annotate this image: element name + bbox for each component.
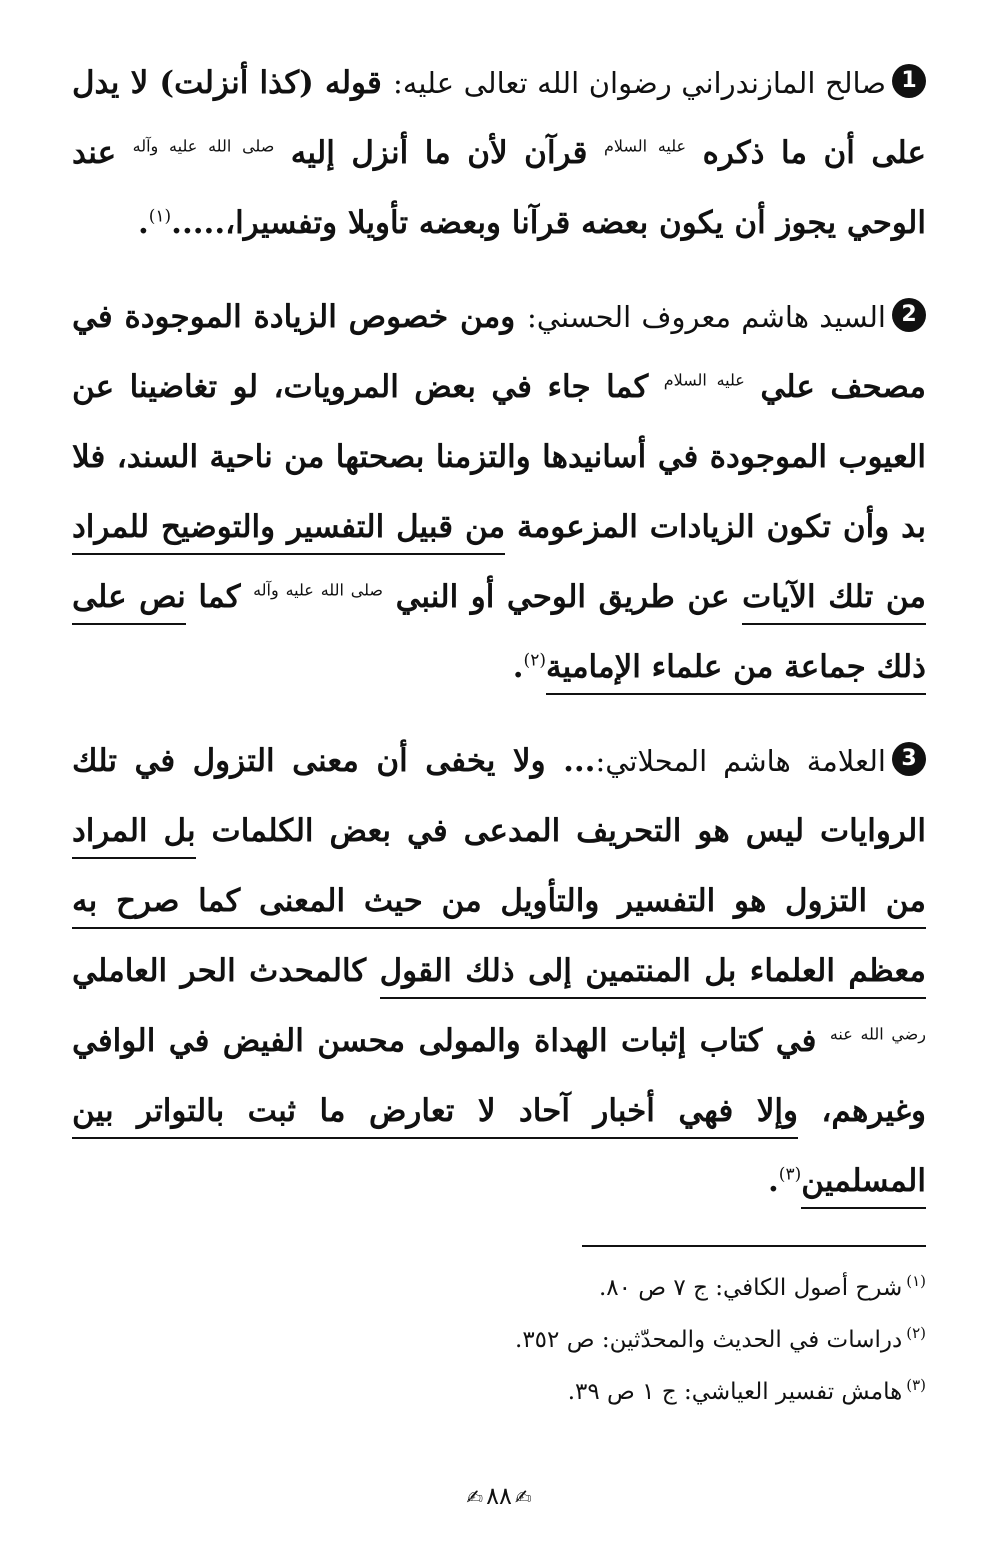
footnote-number: (١) [906, 1272, 926, 1291]
footnote-number: (٣) [906, 1376, 926, 1395]
paragraph-number-badge: 3 [892, 742, 926, 776]
quote-text: ومن خصوص الزيادة الموجودة في مصحف علي [72, 299, 926, 405]
paragraph-3 [72, 726, 926, 1216]
footnote-ref[interactable]: (١) [148, 206, 172, 227]
footnote-text: هامش تفسير العياشي: ج ١ ص ٣٩. [567, 1379, 903, 1405]
paragraph-number-badge: 1 [892, 64, 926, 98]
quote-text: . [512, 649, 524, 685]
underlined-text: وإلا فهي أخبار آحاد لا تعارض ما ثبت بالتواتر بين المسلمين [72, 1093, 926, 1209]
quoted-author: صالح المازندراني رضوان الله تعالى عليه: [393, 66, 886, 100]
quoted-author: السيد هاشم معروف الحسني: [527, 300, 886, 334]
footnotes [326, 1262, 926, 1418]
page-number-footer [0, 1482, 998, 1510]
quote-text: . [768, 1163, 779, 1199]
footnote-text: شرح أصول الكافي: ج ٧ ص ٨٠. [598, 1275, 903, 1301]
quote-text: ... ولا يخفى أن معنى التزول في تلك الروايات ليس هو التحريف المدعى في بعض الكلمات [72, 743, 926, 849]
underlined-text: بل المراد من التزول هو التفسير والتأويل من حيث المعنى كما صرح به معظم العلماء بل المنتمين إلى ذلك القول [72, 813, 926, 999]
paragraph-number-badge: 2 [892, 298, 926, 332]
footnote-ref[interactable]: (٣) [778, 1164, 802, 1185]
quote-text: كما جاء في بعض المرويات، لو تغاضينا عن العيوب الموجودة في أسانيدها والتزمنا بصحتها من ناحية السند، فلا بد وأن تكون الزيادات المزعومة [72, 369, 926, 545]
paragraph-2 [72, 282, 926, 702]
honorific-mark: رضي الله عنه [829, 1024, 926, 1044]
honorific-mark: عليه السلام [663, 370, 745, 390]
footnote-ref[interactable]: (٢) [523, 650, 546, 671]
ornament-left-icon: ✍ [466, 1485, 484, 1509]
footnote-item [326, 1314, 926, 1366]
quote-text: كما [185, 579, 254, 615]
footnote-divider [582, 1245, 926, 1247]
underlined-text: نص على ذلك جماعة من علماء الإمامية [72, 579, 926, 695]
honorific-mark: صلى الله عليه وآله [132, 136, 275, 156]
paragraph-1 [72, 48, 926, 258]
footnote-item [326, 1262, 926, 1314]
quote-text: عن طريق الوحي أو النبي [383, 579, 743, 615]
quote-text: . [137, 205, 149, 241]
honorific-mark: صلى الله عليه وآله [253, 580, 383, 600]
footnote-text: دراسات في الحديث والمحدّثين: ص ٣٥٢. [515, 1327, 903, 1353]
quote-text: قوله (كذا أنزلت) لا يدل على أن ما ذكره [72, 65, 927, 171]
page-number: ٨٨ [486, 1482, 512, 1510]
quote-text: عند الوحي يجوز أن يكون بعضه قرآنا وبعضه تأويلا وتفسيرا،..... [72, 135, 926, 241]
footnote-number: (٢) [906, 1324, 926, 1343]
quote-text: قرآن لأن ما أنزل إليه [274, 135, 604, 171]
underlined-text: من قبيل التفسير والتوضيح للمراد من تلك الآيات [72, 509, 926, 625]
main-text [72, 48, 926, 1240]
quoted-author: العلامة هاشم المحلاتي: [595, 744, 886, 778]
ornament-right-icon: ✍ [514, 1485, 532, 1509]
quote-text: في كتاب إثبات الهداة والمولى محسن الفيض في الوافي وغيرهم، [72, 1023, 926, 1129]
honorific-mark: عليه السلام [603, 136, 687, 156]
footnote-item [326, 1366, 926, 1418]
quote-text: كالمحدث الحر العاملي [72, 953, 380, 989]
